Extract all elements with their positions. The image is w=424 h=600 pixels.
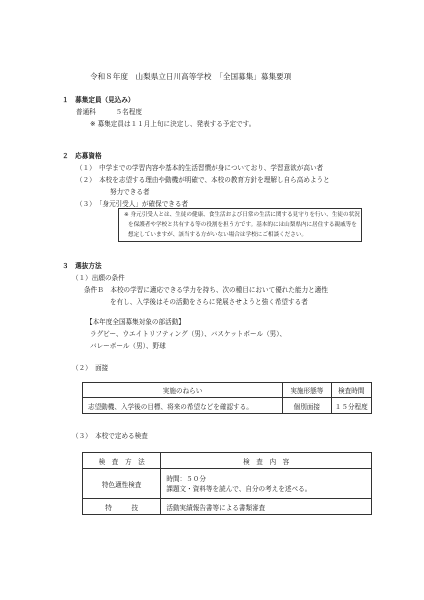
activities-line-1: ラグビー、ウエイトリフティング（男）、バスケットボール（男）、 [90,330,287,338]
section-3-heading: ３ 選抜方法 [62,262,102,270]
exam-aptitude-time: 時間：５０分 [166,474,206,483]
exam-content-skill: 活動実績報告書等による書類審査 [161,499,372,515]
section-2-heading: ２ 応募資格 [62,152,102,160]
quota-note: ※ 募集定員は１１月上旬に決定し、発表する予定です。 [90,120,256,128]
interview-aim: 志望動機、入学後の目標、将来の希望などを確認する。 [83,398,283,414]
interview-heading: （２） 面接 [72,364,109,372]
qualification-2: （２） 本校を志望する理由や動機が明確で、本校の教育方針を理解し自ら高めようと [76,176,330,184]
interview-table [82,382,372,414]
section-1-heading: １ 募集定員（見込み） [62,96,135,104]
exam-method-aptitude: 特色適性検査 [83,469,161,499]
interview-format: 個別面接 [283,398,331,414]
qualification-1: （１） 中学までの学習内容や基本的生活習慣が身についており、学習意欲が高い者 [76,164,324,172]
guarantor-note-line-2: を保護者や学校と共有する等の役割を担う方です。基本的には山梨県内に居住する親戚等を [128,222,357,228]
school-exam-heading: （３） 本校で定める検査 [72,432,148,440]
condition-b-line-1: 条件Ｂ 本校の学習に適応できる学力を持ち、次の種目において優れた能力と適性 [84,286,328,294]
course-quota: 普通科 ５名程度 [76,108,142,116]
condition-b-line-2: を有し、入学後はその活動をさらに発展させようと強く希望する者 [110,298,308,306]
guarantor-note-line-3: 想定していますが、該当する方がいない場合は学校にご相談ください。 [128,232,308,238]
exam-header-method: 検 査 方 法 [83,453,161,469]
activities-line-2: バレーボール（男）、野球 [90,342,166,350]
interview-time: １５分程度 [331,398,371,414]
interview-header-time: 検査時間 [331,383,371,398]
exam-header-content: 検 査 内 容 [161,453,372,469]
exam-method-skill: 特 技 [83,499,161,515]
page-title: 令和８年度 山梨県立日川高等学校 「全国募集」募集要項 [90,72,292,81]
interview-header-format: 実施形態等 [283,383,331,398]
qualification-3: （３） 「身元引受人」が確保できる者 [76,200,189,208]
exam-table [82,452,372,515]
application-conditions-heading: （１）出願の条件 [72,274,125,282]
guarantor-note-line-1: ※ 身元引受人とは、生徒の健康、食生活および日常の生活に関する見守りを行い、生徒の状況 [124,212,360,218]
activities-title: 【本年度全国募集対象の部活動】 [86,318,185,326]
interview-header-aim: 実施のねらい [83,383,283,398]
exam-content-aptitude [161,469,372,499]
qualification-2-cont: 努力できる者 [110,188,150,196]
exam-aptitude-task: 課題文・資料等を読んで、自分の考えを述べる。 [166,484,312,493]
